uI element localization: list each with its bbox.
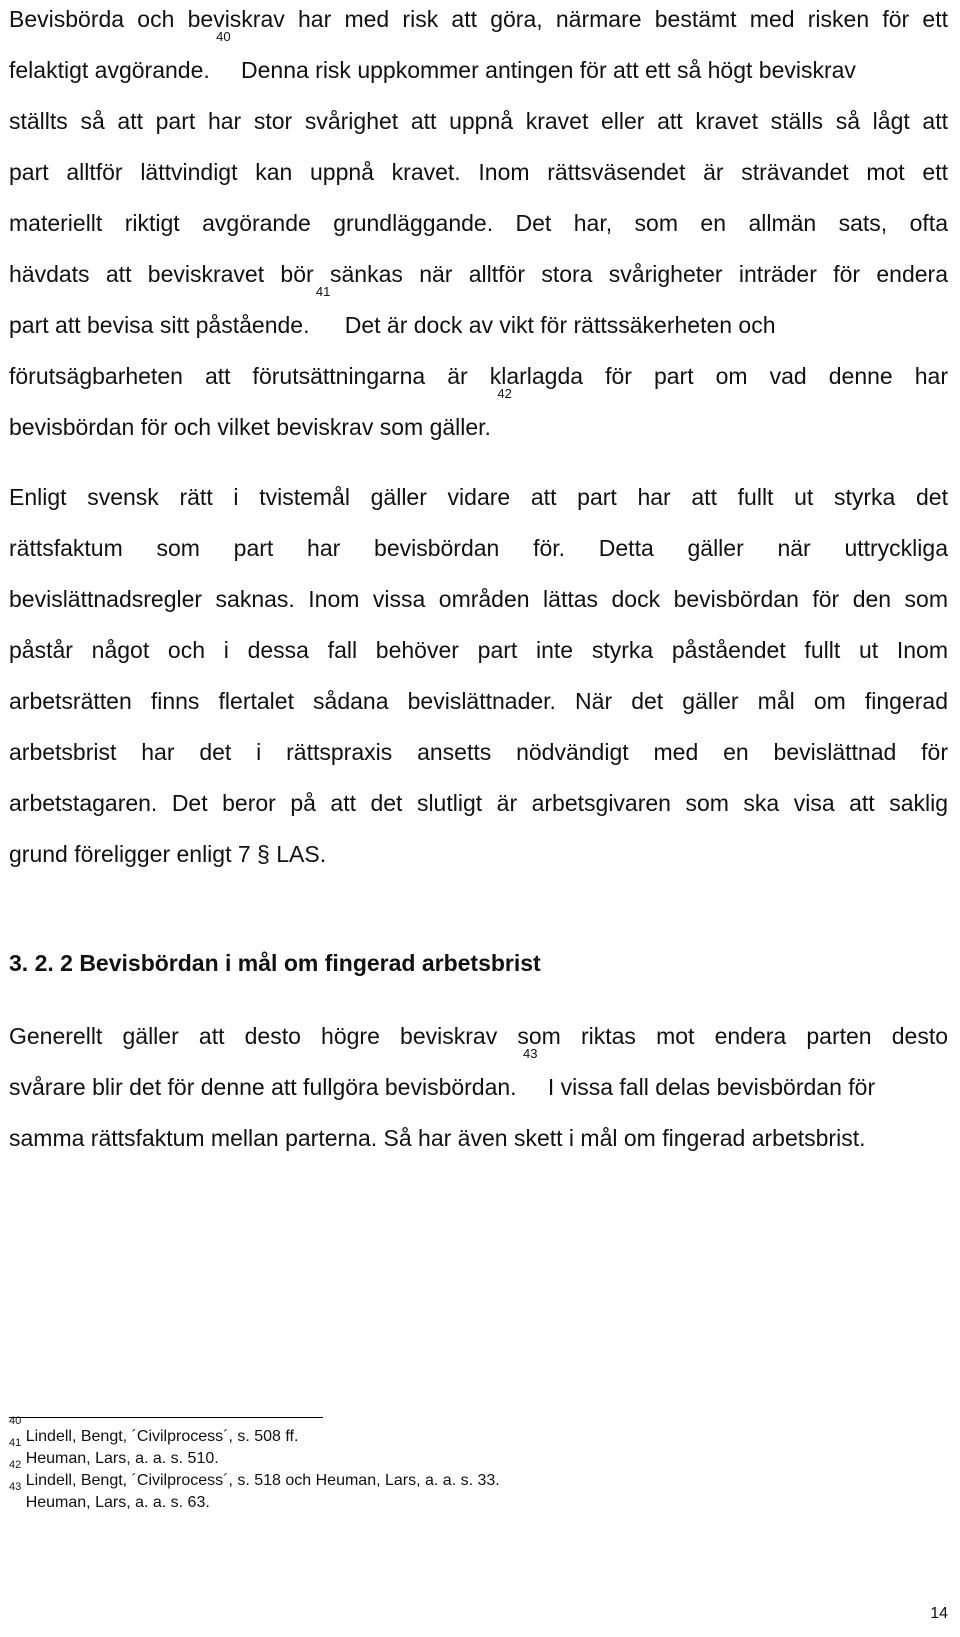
text-line: hävdats att beviskravet bör sänkas när alltför stora svårigheter inträder för endera: [9, 261, 948, 287]
footnote-item: [9, 1459, 909, 1492]
text-fragment: Det är dock av vikt för rättssäkerheten och: [344, 312, 776, 338]
text-line: rättsfaktum som part har bevisbördan för. Detta gäller när uttryckliga: [9, 535, 948, 561]
text-fragment: Denna risk uppkommer antingen för att ett så högt beviskrav: [241, 57, 856, 83]
footnote-item: [9, 1481, 909, 1514]
text-line: [9, 1046, 948, 1113]
text-line: arbetstagaren. Det beror på att det slutligt är arbetsgivaren som ska visa att saklig: [9, 790, 948, 816]
text-fragment: part att bevisa sitt påstående.: [9, 312, 310, 338]
text-line: Generellt gäller att desto högre beviskrav som riktas mot endera parten desto: [9, 1023, 948, 1049]
text-line: grund föreligger enligt 7 § LAS.: [9, 841, 327, 867]
text-line: Enligt svensk rätt i tvistemål gäller vidare att part har att fullt ut styrka det: [9, 484, 948, 510]
text-line: bevislättnadsregler saknas. Inom vissa områden lättas dock bevisbördan för den som: [9, 586, 948, 612]
footnote-number: 40: [9, 1415, 22, 1427]
footnote-text: Lindell, Bengt, ´Civilprocess´, s. 508 ff.: [25, 1428, 299, 1445]
text-fragment: felaktigt avgörande.: [9, 57, 210, 83]
text-line: [9, 386, 948, 453]
text-line: arbetsbrist har det i rättspraxis ansetts nödvändigt med en bevislättnad för: [9, 739, 948, 765]
text-line: ställts så att part har stor svårighet att uppnå kravet eller att kravet ställs så lågt att: [9, 108, 948, 134]
footnote-ref-40[interactable]: 40: [216, 29, 231, 44]
footnote-text: Heuman, Lars, a. a. s. 510.: [25, 1450, 219, 1467]
text-fragment: I vissa fall delas bevisbördan för: [547, 1074, 876, 1100]
footnote-item: [9, 1415, 909, 1448]
text-line: förutsägbarheten att förutsättningarna är klarlagda för part om vad denne har: [9, 363, 948, 389]
text-fragment: svårare blir det för denne att fullgöra bevisbördan.: [9, 1074, 517, 1100]
text-fragment: bevisbördan för och vilket beviskrav som gäller.: [9, 414, 491, 440]
paragraph-swedish-civil-law: [9, 472, 948, 880]
footnote-ref-43[interactable]: 43: [522, 1046, 538, 1061]
text-line: samma rättsfaktum mellan parterna. Så har även skett i mål om fingerad arbetsbrist.: [9, 1125, 866, 1151]
footnote-number: 43: [9, 1481, 22, 1493]
footnote-ref-41[interactable]: 41: [315, 284, 331, 299]
section-heading: 3. 2. 2 Bevisbördan i mål om fingerad arbetsbrist: [9, 950, 541, 976]
text-line: materiellt riktigt avgörande grundläggande. Det har, som en allmän sats, ofta: [9, 210, 948, 236]
footnote-number: 41: [9, 1437, 22, 1449]
footnotes: [9, 1415, 909, 1514]
footnote-number: 42: [9, 1459, 22, 1471]
footnote-ref-42[interactable]: 42: [497, 386, 512, 401]
paragraph-burden-of-proof-risk: [9, 0, 948, 453]
footnote-separator: [9, 1417, 323, 1418]
text-line: arbetsrätten finns flertalet sådana bevislättnader. När det gäller mål om fingerad: [9, 688, 948, 714]
footnote-text: Heuman, Lars, a. a. s. 63.: [25, 1494, 210, 1511]
page-number: 14: [930, 1605, 948, 1622]
text-line: [9, 29, 948, 96]
text-line: [9, 284, 948, 351]
paragraph-higher-standard: [9, 1011, 948, 1164]
text-line: påstår något och i dessa fall behöver part inte styrka påståendet fullt ut Inom: [9, 637, 948, 663]
text-line: part alltför lättvindigt kan uppnå kravet. Inom rättsväsendet är strävandet mot ett: [9, 159, 948, 185]
text-line: Bevisbörda och beviskrav har med risk att göra, närmare bestämt med risken för ett: [9, 6, 948, 32]
footnote-item: [9, 1437, 909, 1470]
footnote-text: Lindell, Bengt, ´Civilprocess´, s. 518 och Heuman, Lars, a. a. s. 33.: [25, 1472, 500, 1489]
